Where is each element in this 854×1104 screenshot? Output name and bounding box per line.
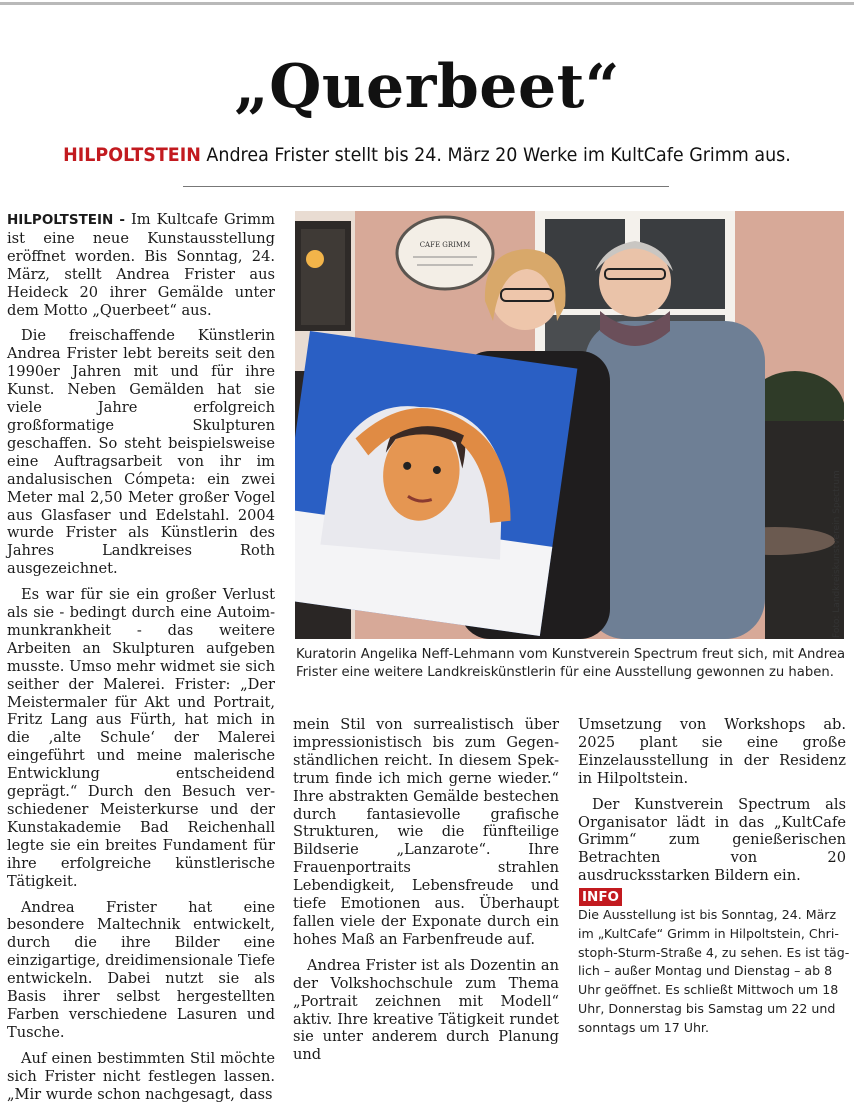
info-text: Die Ausstellung ist bis Sonntag, 24. März im „KultCafe“ Grimm in Hilpoltstein, Christoph-Sturm-Straße 4, zu sehen. Es ist täglich – außer Montag und Dienstag – ab 8 Uhr geöffnet. Es schließt Mittwoch um 18 Uhr, Donnerstag bis Samstag um 22 und sonntags um 17 Uhr. [578, 907, 850, 1035]
paragraph: Umsetzung von Workshops ab. 2025 plant sie eine große Einzelausstellung in der Residenz in Hilpoltstein. [578, 716, 846, 787]
subline-text: Andrea Frister stellt bis 24. März 20 Werke im KultCafe Grimm aus. [206, 144, 791, 166]
article-column-2 [293, 716, 559, 1064]
article-photo [295, 211, 844, 639]
paragraph [7, 211, 275, 319]
photo-caption: Kuratorin Angelika Neff-Lehmann vom Kunstverein Spectrum freut sich, mit Andrea Frister eine weitere Landkreiskünstlerin für eine Ausstellung gewonnen zu haben. [296, 647, 846, 680]
paragraph: Andrea Frister ist als Dozentin an der Volkshochschule zum Thema „Portrait zeichnen mit Modell“ aktiv. Ihre kreative Tätigkeit rundet sie unter anderem durch Planung und [293, 956, 559, 1064]
article-column-3 [578, 716, 846, 885]
paragraph: Die freischaffende Künstlerin Andrea Frister lebt bereits seit den 1990er Jahren mit und für ihre Kunst. Neben Gemälden hat sie viele Jahre erfolgreich großformatige Skulpturen geschaffen. So steht beispielsweise eine Auftragsarbeit von ihr im andalusischen Cómpeta: ein zwei Meter mal 2,50 Meter großer Vogel aus Glasfaser und Edelstahl. 2004 wurde Frister als Künstlerin des Jahres Landkreises Roth ausgezeichnet. [7, 327, 275, 578]
subline [34, 144, 820, 166]
info-badge: INFO [579, 888, 622, 906]
article-column-1 [7, 211, 275, 1104]
paragraph-text: Im Kultcafe Grimm ist eine neue Kunstausstellung eröffnet worden. Bis Sonntag, 24. März, stellt Andrea Frister aus Heideck 20 ihrer Gemälde unter dem Motto „Querbeet“ aus. [7, 211, 275, 319]
top-rule [0, 2, 854, 5]
subline-rule [183, 186, 669, 187]
plaque-text: CAFE GRIMM [419, 241, 471, 249]
paragraph: Auf einen bestimmten Stil möchte sich Frister nicht festlegen lassen. „Mir wurde schon nachgesagt, dass [7, 1049, 275, 1103]
lead-location: HILPOLTSTEIN - [7, 212, 125, 228]
headline: „Querbeet“ [234, 52, 620, 122]
paragraph: mein Stil von surrealistisch über impressionistisch bis zum Gegenständlichen reicht. In diesem Spektrum finde ich mich gerne wieder.“ Ihre abstrakten Gemälde bestechen durch fantasievolle grafische Strukturen, wie die fünfteilige Bildserie „Lanzarote“. Ihre Frauenportraits strahlen Lebendigkeit, Lebensfreude und tiefe Emotionen aus. Überhaupt fallen viele der Exponate durch ein hohes Maß an Farbenfreude auf. [293, 716, 559, 948]
photo-illustration [295, 211, 844, 639]
photo-credit: Foto: Landkreiskunstverein Spectrum [832, 470, 842, 638]
subline-location: HILPOLTSTEIN [63, 144, 201, 166]
paragraph: Der Kunstverein Spectrum als Organisator lädt in das „KultCafe Grimm“ zum genießerischen Betrachten von 20 ausdrucksstarken Bildern ein. [578, 795, 846, 885]
paragraph: Andrea Frister hat eine besondere Maltechnik entwickelt, durch die ihre Bilder eine einzigartige, dreidimensionale Tiefe entwickeln. Dabei nutzt sie als Basis ihrer selbst hergestellten Farben verschiedene Lasuren und Tusche. [7, 898, 275, 1041]
paragraph: Es war für sie ein großer Verlust als sie - bedingt durch eine Autoimmunkrankheit - das weitere Arbeiten an Skulpturen aufgeben musste. Umso mehr widmet sie sich seither der Malerei. Frister: „Der Meistermaler für Akt und Portrait, Fritz Lang aus Fürth, hat mich in die ‚alte Schule‘ der Malerei eingeführt und meine malerische Entwicklung entscheidend geprägt.“ Durch den Besuch verschiedener Meisterkurse und der Kunstakademie Bad Reichenhall legte sie ein breites Fundament für ihre erfolgreiche künstlerische Tätigkeit. [7, 586, 275, 890]
